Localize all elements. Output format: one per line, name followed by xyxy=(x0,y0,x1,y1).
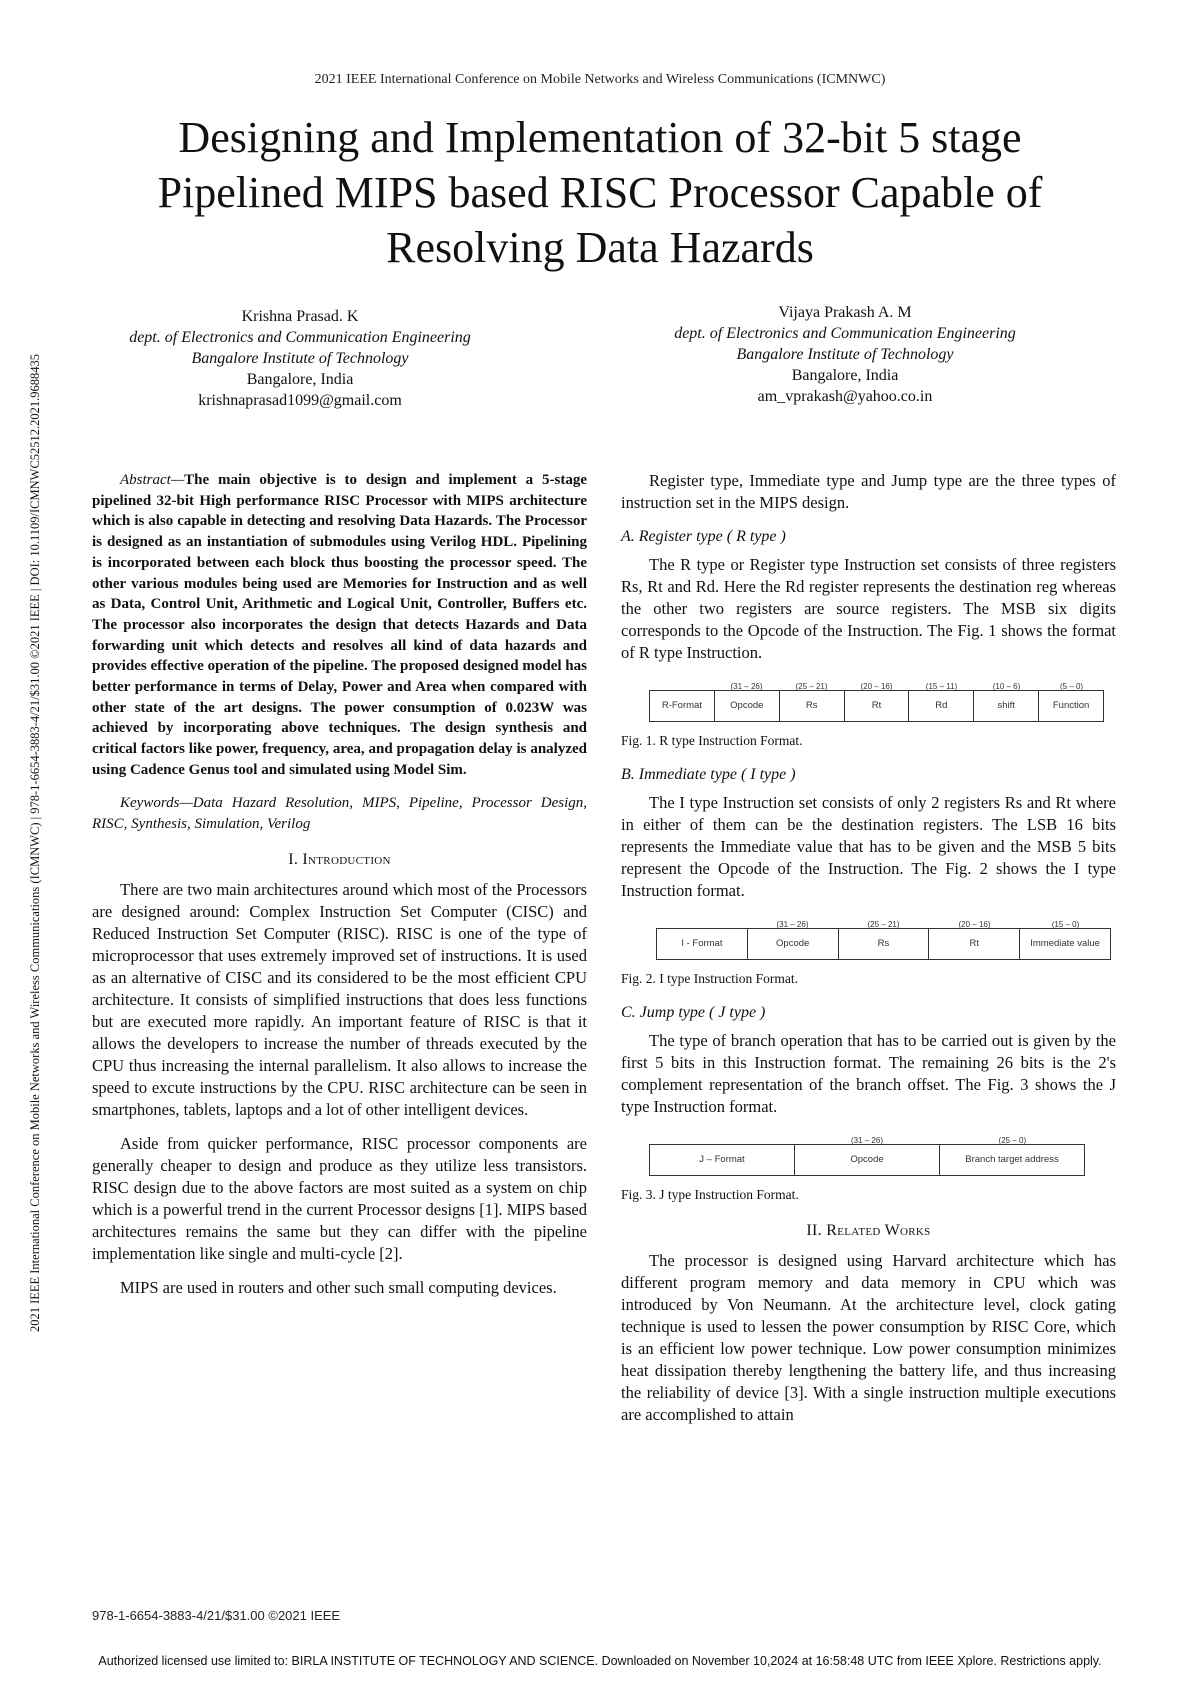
j-type-paragraph: The type of branch operation that has to be carried out is given by the first 5 bits in this Instruction format. The remaining 26 bits is the 2's complement representation of the branch offset. The Fig. 3 shows the J type Instruction format. xyxy=(621,1031,1116,1116)
format-field: Opcode xyxy=(795,1145,940,1175)
format-fields xyxy=(649,1144,1085,1176)
keywords xyxy=(92,793,587,835)
format-field: Rs xyxy=(839,929,930,959)
figure-caption: Fig. 3. J type Instruction Format. xyxy=(621,1187,799,1202)
related-works-paragraph: The processor is designed using Harvard architecture which has different program memory and data memory in CPU which was introduced by Von Neumann. At the architecture level, clock gating technique is used to lessen the power consumption by RISC Core, which is an efficient low power technique. Low power consumption minimizes heat dissipation thereby lengthening the battery life, and thus increasing the reliability of device [3]. With a single instruction multiple executions are accomplished to attain xyxy=(621,1251,1116,1424)
section-heading-introduction: I. Introduction xyxy=(288,850,391,868)
format-field: Immediate value xyxy=(1030,938,1100,949)
format-fields xyxy=(656,928,1111,960)
bit-range: (15 – 0) xyxy=(1051,920,1080,929)
i-type-paragraph: The I type Instruction set consists of only 2 registers Rs and Rt where in either of them can be the destination registers. The LSB 16 bits represents the Immediate value that has to be given and the MSB 5 bits represent the Opcode of the Instruction. The Fig. 2 shows the I type Instruction format. xyxy=(621,793,1116,900)
bit-range: (15 – 11) xyxy=(925,682,958,691)
bit-range: (20 – 16) xyxy=(958,920,991,929)
author-institute: Bangalore Institute of Technology xyxy=(736,346,954,363)
author-name: Vijaya Prakash A. M xyxy=(778,304,912,321)
keywords-text: Data Hazard Resolution, MIPS, Pipeline, Processor Design, RISC, Synthesis, Simulation, Verilog xyxy=(92,794,587,832)
license-notice: Authorized licensed use limited to: BIRLA INSTITUTE OF TECHNOLOGY AND SCIENCE. Downloaded on November 10,2024 at 16:58:48 UTC from IEEE Xplore. Restrictions apply. xyxy=(98,1654,1102,1668)
format-field: Function xyxy=(1052,700,1090,711)
author-block-2 xyxy=(615,302,1075,407)
bit-ranges xyxy=(649,676,1104,690)
author-dept: dept. of Electronics and Communication Engineering xyxy=(129,329,471,346)
subsection-heading-r-type: A. Register type ( R type ) xyxy=(621,528,786,545)
bit-range: (25 – 0) xyxy=(998,1136,1027,1145)
bit-range: (31 – 26) xyxy=(730,682,763,691)
bit-ranges xyxy=(656,914,1111,928)
format-field: Branch target address xyxy=(965,1154,1059,1165)
format-field: J – Format xyxy=(650,1145,795,1175)
bit-range: (10 – 6) xyxy=(992,682,1021,691)
figure-caption: Fig. 2. I type Instruction Format. xyxy=(621,971,798,986)
left-column xyxy=(92,470,587,1311)
bit-range: (31 – 26) xyxy=(850,1136,883,1145)
abstract-text: The main objective is to design and implement a 5-stage pipelined 32-bit High performance RISC Processor with MIPS architecture which is also capable in detecting and resolving Data Hazards. The Processor is designed as an instantiation of submodules using Verilog HDL. Pipelining is incorporated between each block thus boosting the processor speed. The other various modules being used are Memories for Instruction and as well as Data, Control Unit, Arithmetic and Logical Unit, Controller, Buffers etc. The processor also incorporates the design that detects Hazards and Data forwarding unit which detects and resolves all kind of data hazards and provides effective operation of the pipeline. The proposed designed model has better performance in terms of Delay, Power and Area when compared with other state of the art designs. The power consumption of 0.023W was achieved by incorporating above techniques. The design synthesis and critical factors like power, frequency, area, and propagation delay is analyzed using Cadence Genus tool and simulated using Model Sim. xyxy=(92,472,587,778)
author-email[interactable]: krishnaprasad1099@gmail.com xyxy=(198,392,402,409)
subsection-heading-j-type: C. Jump type ( J type ) xyxy=(621,1004,766,1021)
abstract xyxy=(92,470,587,781)
format-field: Opcode xyxy=(715,691,780,721)
intro-paragraph: MIPS are used in routers and other such small computing devices. xyxy=(120,1277,557,1297)
bit-range xyxy=(656,914,747,928)
bit-ranges xyxy=(649,1130,1085,1144)
keywords-lead: Keywords— xyxy=(120,794,193,811)
intro-paragraph: There are two main architectures around which most of the Processors are designed around: Complex Instruction Set Computer (CISC) and Reduced Instruction Set Computer (RISC). RISC is one of the type of microprocessor that uses extremely improved set of instructions. It is used as an alternative of CISC and its considered to be the most efficient CPU architecture. It consists of simplified instructions that does less functions but are executed more rapidly. An important feature of RISC is that it allows the developers to increase the number of threads executed by the CPU thus increasing the internal parallelism. It also allows to increase the speed to excute instructions by the CPU. RISC architecture can be seen in smartphones, tablets, laptops and a lot of other intelligent devices. xyxy=(92,879,587,1119)
author-name: Krishna Prasad. K xyxy=(241,308,359,325)
author-location: Bangalore, India xyxy=(791,367,899,384)
intro-paragraph: Aside from quicker performance, RISC processor components are generally cheaper to design and produce as they utilize less transistors. RISC design due to the above factors are most suited as a system on chip which is a powerful trend in the current Processor designs [1]. MIPS based architectures remains the same but they can differ with the pipeline implementation like single and multi-cycle [2]. xyxy=(92,1133,587,1263)
bit-range: (20 – 16) xyxy=(860,682,893,691)
bit-range: (31 – 26) xyxy=(776,920,809,929)
author-location: Bangalore, India xyxy=(246,371,354,388)
author-block-1 xyxy=(70,306,530,411)
bit-range xyxy=(649,1130,794,1144)
format-field: Rs xyxy=(780,691,845,721)
paper-title: Designing and Implementation of 32-bit 5 stage Pipelined MIPS based RISC Processor Capable of Resolving Data Hazards xyxy=(157,113,1043,272)
figure-caption: Fig. 1. R type Instruction Format. xyxy=(621,733,803,748)
author-dept: dept. of Electronics and Communication Engineering xyxy=(674,325,1016,342)
format-field: Opcode xyxy=(748,929,839,959)
format-field: Rt xyxy=(845,691,910,721)
author-institute: Bangalore Institute of Technology xyxy=(191,350,409,367)
format-field: Rd xyxy=(909,691,974,721)
figure-r-type-format xyxy=(649,676,1104,722)
format-field: shift xyxy=(974,691,1039,721)
format-field: R-Format xyxy=(650,691,715,721)
side-strip: 2021 IEEE International Conference on Mobile Networks and Wireless Communications (ICMNWC) | 978-1-6654-3883-4/21/$31.00 ©2021 IEEE | DOI: 10.1109/ICMNWC52512.2021.9688435 xyxy=(28,353,42,1333)
right-column xyxy=(621,470,1116,1438)
bit-range xyxy=(649,676,714,690)
bit-range: (5 – 0) xyxy=(1059,682,1084,691)
format-field: Rt xyxy=(929,929,1020,959)
instruction-types-intro: Register type, Immediate type and Jump type are the three types of instruction set in the MIPS design. xyxy=(621,471,1116,512)
figure-i-type-format xyxy=(656,914,1111,960)
author-email[interactable]: am_vprakash@yahoo.co.in xyxy=(757,388,933,405)
subsection-heading-i-type: B. Immediate type ( I type ) xyxy=(621,766,796,783)
r-type-paragraph: The R type or Register type Instruction set consists of three registers Rs, Rt and Rd. Here the Rd register represents the destination reg whereas the other two registers are source registers. The MSB six digits corresponds to the Opcode of the Instruction. The Fig. 1 shows the format of R type Instruction. xyxy=(621,555,1116,662)
section-heading-related-works: II. Related Works xyxy=(806,1222,931,1239)
abstract-lead: Abstract— xyxy=(120,472,185,488)
figure-j-type-format xyxy=(649,1130,1085,1176)
conference-header: 2021 IEEE International Conference on Mobile Networks and Wireless Communications (ICMNWC) xyxy=(314,72,886,87)
bit-range: (25 – 21) xyxy=(867,920,900,929)
format-field: I - Format xyxy=(657,929,748,959)
footer-copyright: 978-1-6654-3883-4/21/$31.00 ©2021 IEEE xyxy=(92,1608,341,1623)
format-fields xyxy=(649,690,1104,722)
bit-range: (25 – 21) xyxy=(795,682,828,691)
